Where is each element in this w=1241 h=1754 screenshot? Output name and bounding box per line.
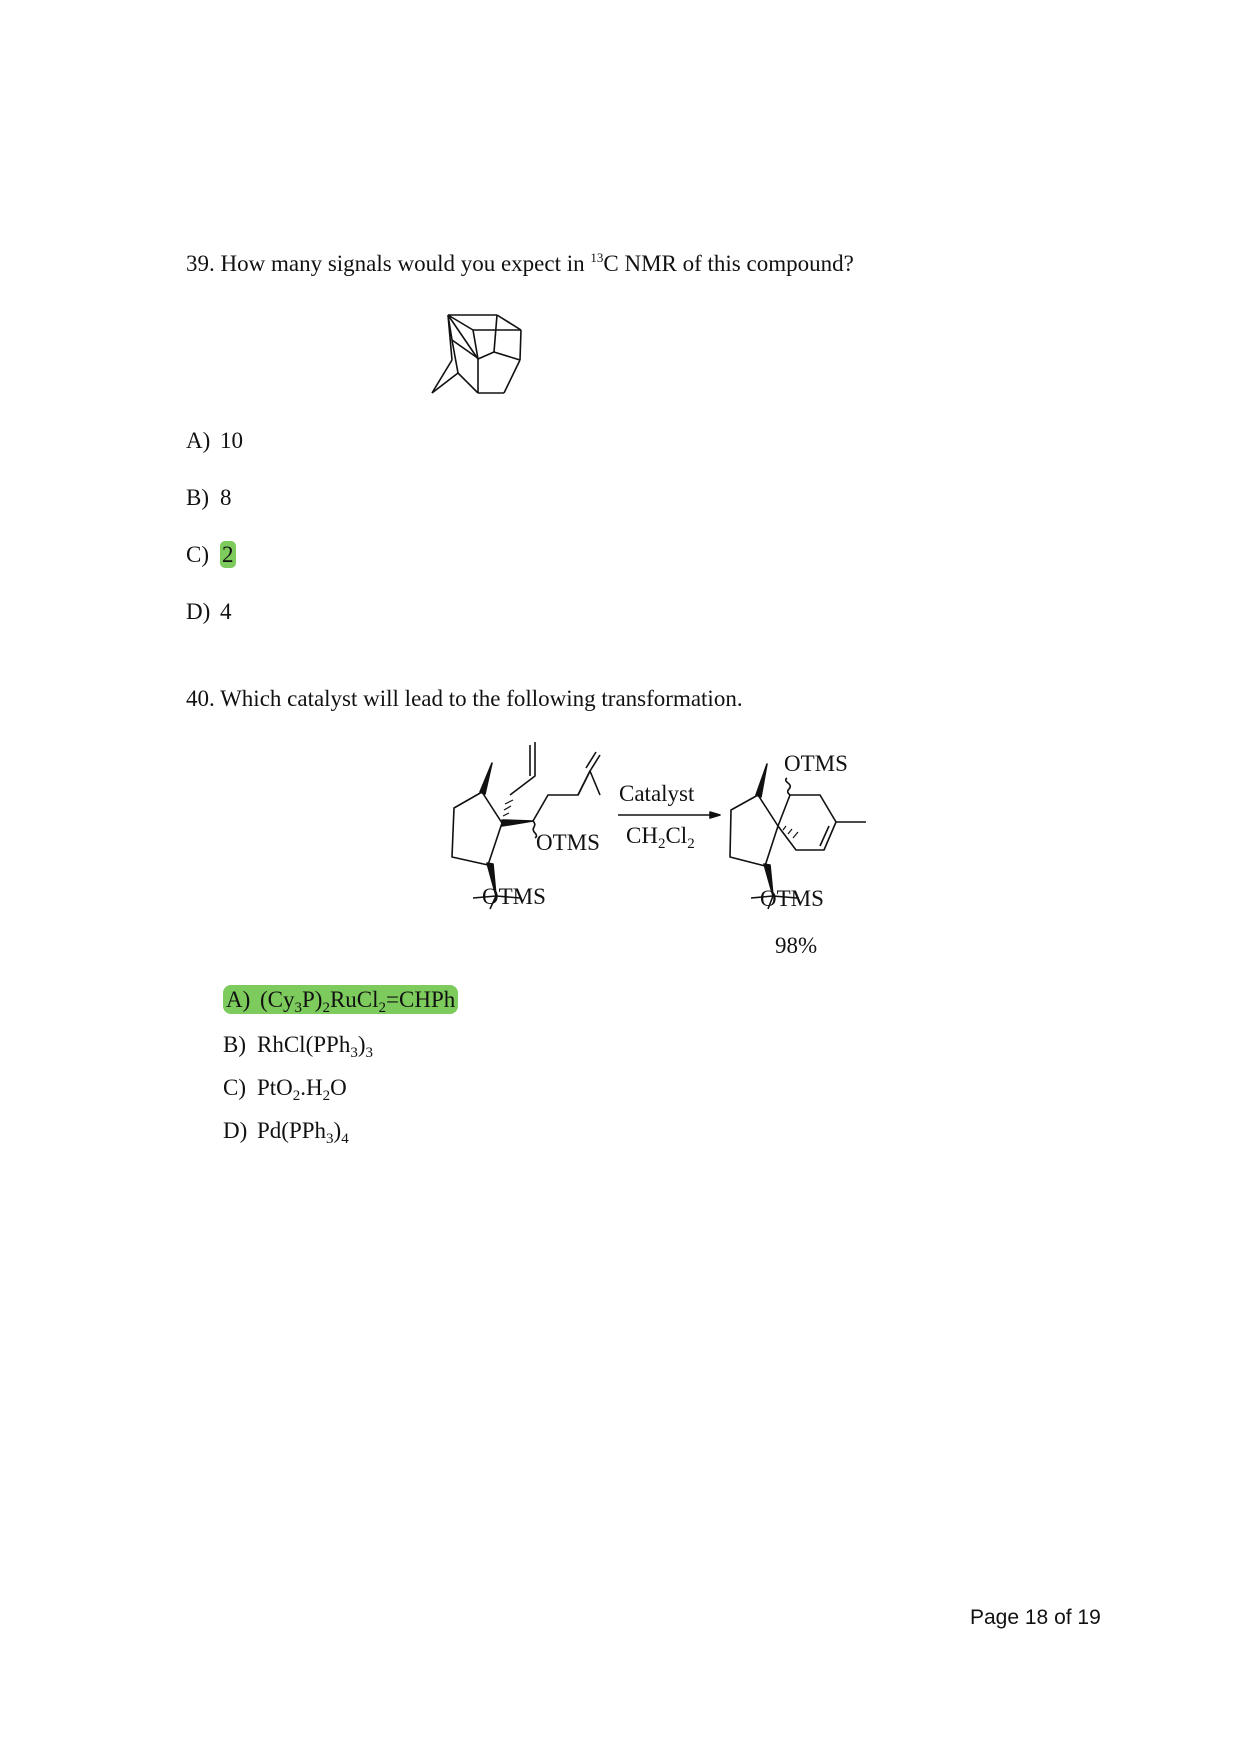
q40-option-a-letter: A)	[226, 987, 251, 1012]
q40-option-b-letter: B)	[223, 1032, 246, 1057]
product-otms-bottom: OTMS	[760, 886, 824, 911]
isotope-superscript: 13	[590, 250, 604, 265]
reactant-allyl-chain	[510, 742, 535, 795]
q40-option-d-letter: D)	[223, 1118, 248, 1143]
reactant-otms-side: OTMS	[536, 830, 600, 855]
q40-option-a-highlighted: A) $(Cy_3P)_2RuCl_2=CHPh$	[223, 985, 458, 1014]
q39-option-a-letter: A)	[186, 428, 211, 453]
question-40-number: 40.	[186, 686, 215, 711]
reactant-sidechain	[533, 771, 600, 821]
q40-option-c[interactable]: C) $PtO_2.H_2O$	[223, 1075, 347, 1104]
q40-option-d[interactable]: D) $Pd(PPh_3)_4$	[223, 1118, 349, 1147]
question-39-number: 39.	[186, 251, 215, 276]
q40-option-c-letter: C)	[223, 1075, 246, 1100]
reactant-otms-bottom: OTMS	[482, 884, 546, 909]
page-number: Page 18 of 19	[970, 1606, 1101, 1629]
question-39-text-before: How many signals would you expect in	[220, 251, 585, 276]
question-39-text-after: C NMR of this compound?	[603, 251, 854, 276]
product-ring	[730, 795, 778, 866]
reaction-arrow-head	[710, 812, 720, 818]
product-wavy-bond	[786, 778, 791, 795]
q39-option-d-letter: D)	[186, 599, 211, 624]
product-cyclohexene	[778, 795, 836, 850]
reagent-catalyst-label: Catalyst	[619, 781, 695, 806]
question-40-body: Which catalyst will lead to the following transformation.	[220, 686, 743, 711]
reagent-solvent-label: $CH_2Cl_2$	[626, 823, 695, 852]
q39-option-b-letter: B)	[186, 485, 209, 510]
q39-option-a-value: 10	[220, 428, 243, 453]
q40-option-b[interactable]: B) $RhCl(PPh_3)_3$	[223, 1032, 373, 1061]
q40-option-a[interactable]	[223, 987, 458, 1016]
q39-option-d-value: 4	[220, 599, 232, 624]
reactant-sidechain-wedge	[502, 820, 533, 826]
yield-label: 98%	[775, 933, 818, 958]
product-methyl-wedge	[756, 764, 767, 797]
q39-option-c-letter: C)	[186, 542, 209, 567]
reactant-methyl-wedge	[480, 763, 492, 794]
q39-option-c-value-highlighted: 2	[222, 542, 234, 567]
q39-option-b-value: 8	[220, 485, 232, 510]
reactant-ring	[452, 792, 502, 865]
product-otms-top: OTMS	[784, 751, 848, 776]
reactant-allyl-hash	[502, 800, 513, 822]
